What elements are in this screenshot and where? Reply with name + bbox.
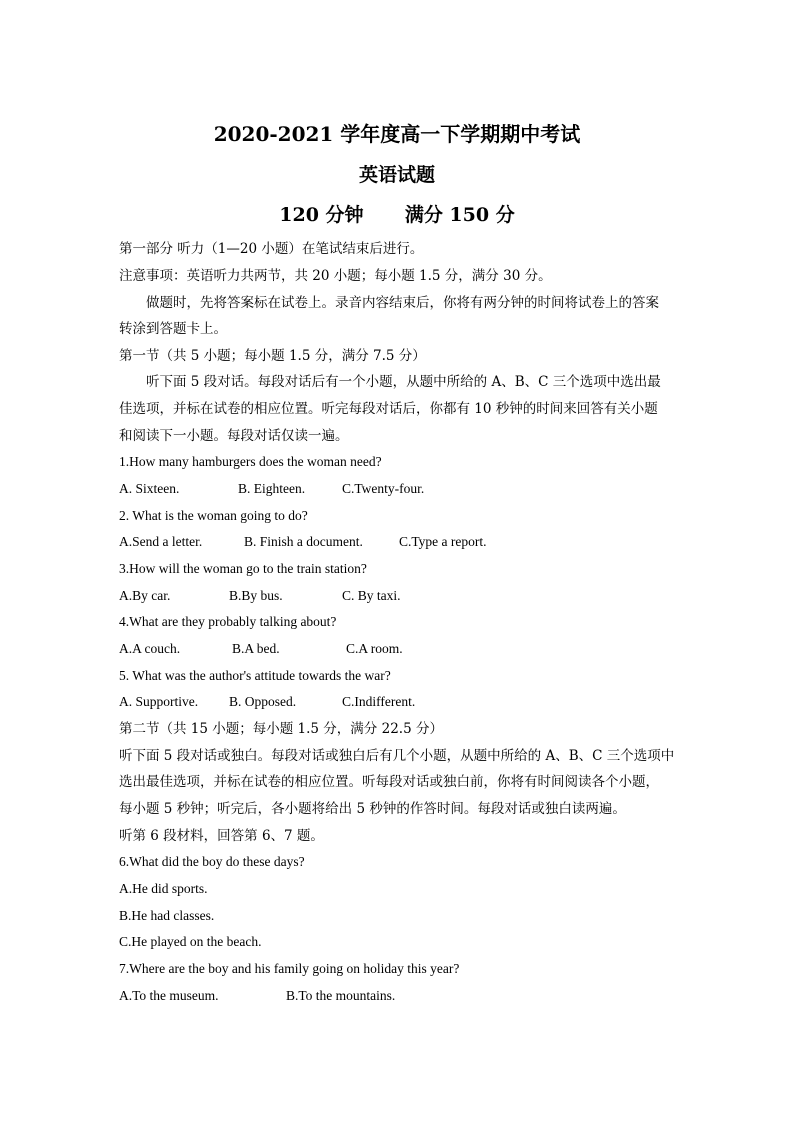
section2-directions-line3: 每小题 5 秒钟；听完后，各小题将给出 5 秒钟的作答时间。每段对话或独白读两遍。	[119, 801, 626, 817]
question-6-option-a: A.He did sports.	[119, 881, 208, 896]
question-1-option-b: B. Eighteen.	[238, 481, 306, 496]
question-6: 6.What did the boy do these days?	[119, 854, 305, 869]
section1-directions-line1: 听下面 5 段对话。每段对话后有一个小题，从题中所给的 A、B、C 三个选项中选出最	[146, 374, 661, 390]
exam-duration: 120 分钟	[279, 204, 364, 226]
question-5-option-b: B. Opposed.	[229, 694, 297, 709]
part1-heading: 第一部分 听力（1—20 小题）在笔试结束后进行。	[119, 241, 424, 257]
question-7-option-b: B.To the mountains.	[286, 988, 396, 1003]
question-5: 5. What was the author's attitude towards the war?	[119, 668, 391, 683]
question-3-option-c: C. By taxi.	[342, 588, 401, 603]
question-2: 2. What is the woman going to do?	[119, 508, 308, 523]
question-3-option-a: A.By car.	[119, 588, 171, 603]
question-7-option-a: A.To the museum.	[119, 988, 219, 1003]
question-4-option-a: A.A couch.	[119, 641, 181, 656]
section1-heading: 第一节（共 5 小题；每小题 1.5 分，满分 7.5 分）	[119, 348, 426, 364]
question-2-option-b: B. Finish a document.	[244, 534, 363, 549]
question-7: 7.Where are the boy and his family going on holiday this year?	[119, 961, 460, 976]
question-1-option-c: C.Twenty-four.	[342, 481, 425, 496]
question-5-option-c: C.Indifferent.	[342, 694, 416, 709]
question-2-option-a: A.Send a letter.	[119, 534, 203, 549]
part1-instruction-line1: 做题时，先将答案标在试卷上。录音内容结束后，你将有两分钟的时间将试卷上的答案	[146, 295, 659, 311]
section1-directions-line2: 佳选项，并标在试卷的相应位置。听完每段对话后，你都有 10 秒钟的时间来回答有关小题	[119, 401, 658, 417]
question-1-option-a: A. Sixteen.	[119, 481, 180, 496]
part1-notice: 注意事项：英语听力共两节，共 20 小题；每小题 1.5 分，满分 30 分。	[119, 268, 552, 284]
section2-directions-line1: 听下面 5 段对话或独白。每段对话或独白后有几个小题，从题中所给的 A、B、C 三个选项中	[119, 748, 675, 764]
section2-heading: 第二节（共 15 小题；每小题 1.5 分，满分 22.5 分）	[119, 721, 443, 737]
question-4-option-c: C.A room.	[346, 641, 403, 656]
exam-time-score	[0, 200, 794, 227]
question-1: 1.How many hamburgers does the woman need?	[119, 454, 382, 469]
question-5-option-a: A. Supportive.	[119, 694, 199, 709]
part1-instruction-line2: 转涂到答题卡上。	[119, 321, 227, 337]
exam-subject: 英语试题	[358, 164, 435, 186]
question-3-option-b: B.By bus.	[229, 588, 283, 603]
question-4: 4.What are they probably talking about?	[119, 614, 337, 629]
question-4-option-b: B.A bed.	[232, 641, 280, 656]
exam-title: 2020-2021 学年度高一下学期期中考试	[213, 122, 581, 146]
question-6-option-c: C.He played on the beach.	[119, 934, 262, 949]
question-3: 3.How will the woman go to the train station?	[119, 561, 367, 576]
section1-directions-line3: 和阅读下一小题。每段对话仅读一遍。	[119, 428, 349, 444]
question-6-option-b: B.He had classes.	[119, 908, 215, 923]
question-2-option-c: C.Type a report.	[399, 534, 487, 549]
exam-full-score: 满分 150 分	[404, 204, 515, 226]
section2-directions-line2: 选出最佳选项，并标在试卷的相应位置。听每段对话或独白前，你将有时间阅读各个小题，	[119, 774, 659, 790]
material-6-heading: 听第 6 段材料，回答第 6、7 题。	[119, 828, 324, 844]
